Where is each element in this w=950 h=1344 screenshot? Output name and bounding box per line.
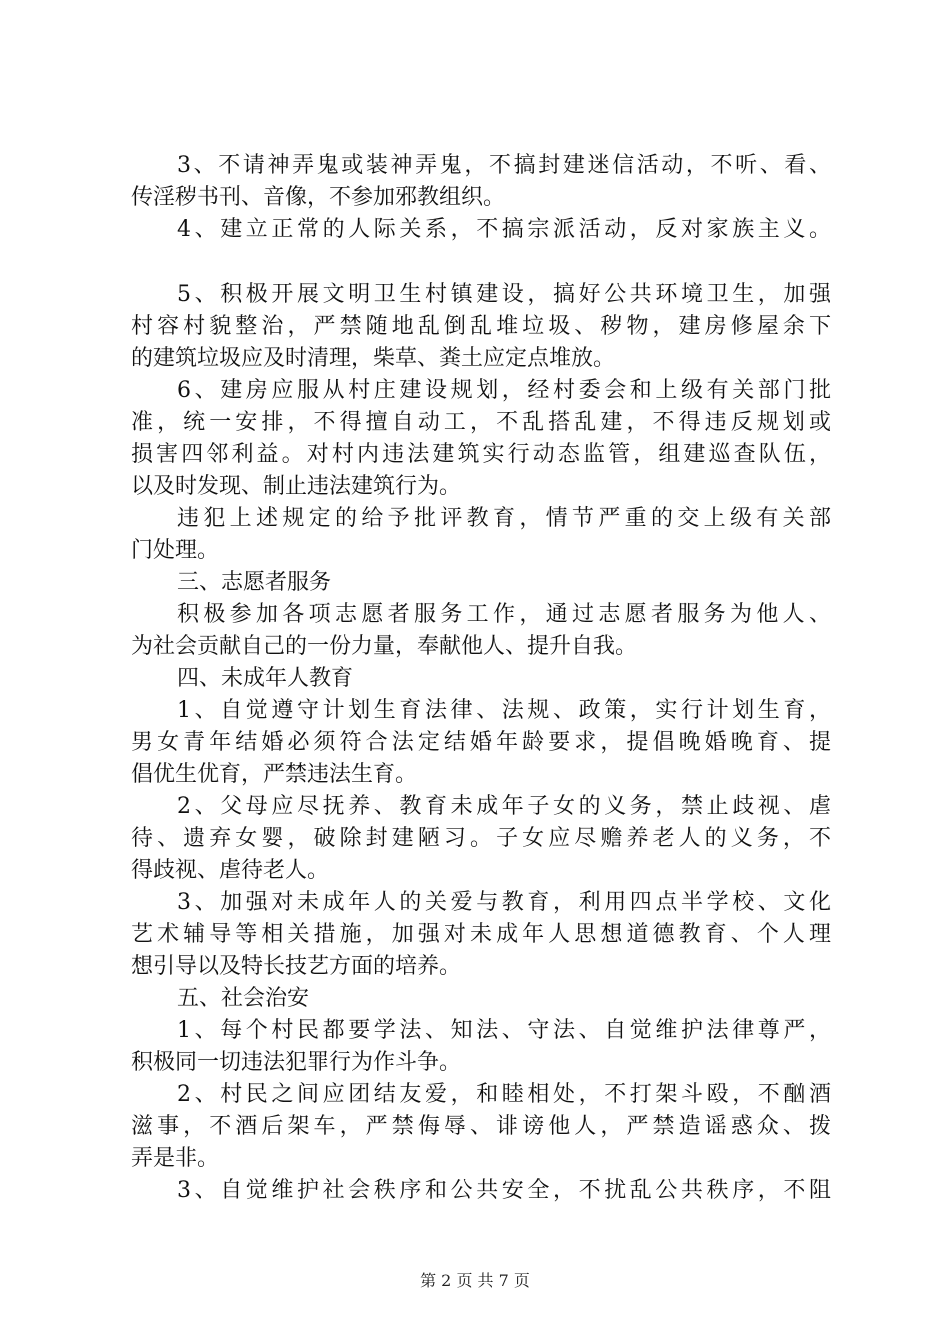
text-line: 6、建房应服从村庄建设规划，经村委会和上级有关部门批 — [177, 378, 831, 403]
text-line: 得歧视、虐待老人。 — [131, 858, 330, 883]
text-line: 3、不请神弄鬼或装神弄鬼，不搞封建迷信活动，不听、看、 — [177, 153, 831, 178]
text-line: 倡优生优育，严禁违法生育。 — [131, 762, 418, 787]
text-line: 待、遗弃女婴，破除封建陋习。子女应尽赡养老人的义务，不 — [131, 826, 831, 851]
text-line: 损害四邻利益。对村内违法建筑实行动态监管，组建巡查队伍， — [131, 442, 831, 467]
text-line: 门处理。 — [131, 538, 220, 563]
text-line: 1、自觉遵守计划生育法律、法规、政策，实行计划生育， — [177, 698, 831, 723]
page-number-footer: 第 2 页 共 7 页 — [420, 1271, 530, 1290]
text-line: 准，统一安排，不得擅自动工，不乱搭乱建，不得违反规划或 — [131, 410, 831, 435]
section-heading: 四、未成年人教育 — [177, 666, 354, 691]
text-line: 为社会贡献自己的一份力量，奉献他人、提升自我。 — [131, 634, 638, 659]
text-line: 想引导以及特长技艺方面的培养。 — [131, 954, 462, 979]
text-line: 1、每个村民都要学法、知法、守法、自觉维护法律尊严， — [177, 1018, 831, 1043]
text-line: 村容村貌整治，严禁随地乱倒乱堆垃圾、秽物，建房修屋余下 — [131, 314, 831, 339]
text-line: 传淫秽书刊、音像，不参加邪教组织。 — [131, 185, 506, 210]
text-line: 5、积极开展文明卫生村镇建设，搞好公共环境卫生，加强 — [177, 282, 831, 307]
text-line: 2、村民之间应团结友爱，和睦相处，不打架斗殴，不酗酒 — [177, 1082, 831, 1107]
text-line: 3、自觉维护社会秩序和公共安全，不扰乱公共秩序，不阻 — [177, 1178, 831, 1203]
text-line: 艺术辅导等相关措施，加强对未成年人思想道德教育、个人理 — [131, 922, 831, 947]
text-line: 3、加强对未成年人的关爱与教育，利用四点半学校、文化 — [177, 890, 831, 915]
section-heading: 三、志愿者服务 — [177, 570, 332, 595]
text-line: 2、父母应尽抚养、教育未成年子女的义务，禁止歧视、虐 — [177, 794, 831, 819]
text-line: 男女青年结婚必须符合法定结婚年龄要求，提倡晚婚晚育、提 — [131, 730, 831, 755]
text-line: 违犯上述规定的给予批评教育，情节严重的交上级有关部 — [177, 506, 831, 531]
section-heading: 五、社会治安 — [177, 986, 310, 1011]
text-line: 积极参加各项志愿者服务工作，通过志愿者服务为他人、 — [177, 602, 831, 627]
text-line: 以及时发现、制止违法建筑行为。 — [131, 474, 462, 499]
text-line: 4、建立正常的人际关系，不搞宗派活动，反对家族主义。 — [177, 217, 831, 242]
text-line: 弄是非。 — [131, 1146, 220, 1171]
text-line: 滋事，不酒后架车，严禁侮辱、诽谤他人，严禁造谣惑众、拨 — [131, 1114, 831, 1139]
text-line: 积极同一切违法犯罪行为作斗争。 — [131, 1050, 462, 1075]
text-line: 的建筑垃圾应及时清理，柴草、粪土应定点堆放。 — [131, 346, 616, 371]
